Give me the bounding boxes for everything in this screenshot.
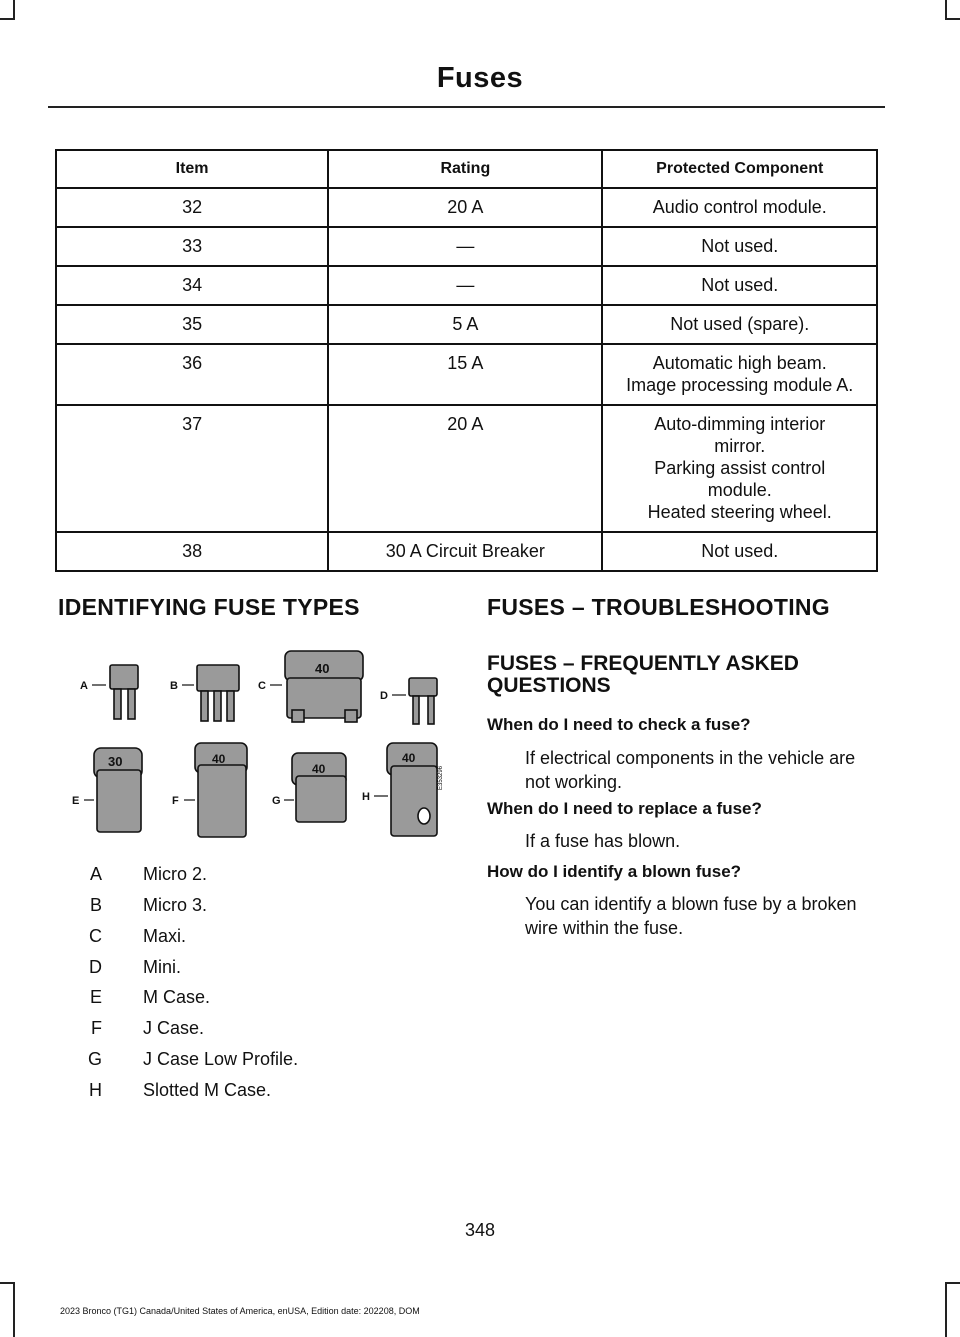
column-header-protected-component: Protected Component [602, 150, 877, 188]
fuse-type-letter: F [91, 1018, 102, 1038]
fuse-type-label: Mini. [143, 957, 182, 977]
fuse-type-label: Micro 2. [143, 864, 208, 884]
crop-mark [945, 18, 960, 20]
section-title-identifying-fuse-types: IDENTIFYING FUSE TYPES [58, 594, 360, 620]
fuse-marking: 30 [108, 754, 123, 769]
cell-component [602, 405, 877, 532]
component-line: Image processing module A. [626, 375, 854, 395]
footer-edition: 2023 Bronco (TG1) Canada/United States of America, enUSA, Edition date: 202208, DOM [60, 1306, 420, 1316]
fuse-marking: 40 [312, 762, 326, 776]
crop-mark [945, 1282, 960, 1284]
table-row [56, 227, 877, 266]
table-row [56, 532, 877, 571]
component-line: Not used. [701, 275, 779, 295]
crop-mark [13, 0, 15, 20]
component-line: Parking assist control module. [654, 458, 826, 500]
crop-mark [0, 18, 15, 20]
faq-question: When do I need to replace a fuse? [487, 799, 762, 818]
cell-item: 35 [56, 305, 328, 344]
fuse-type-row [58, 926, 418, 952]
cell-component [602, 344, 877, 405]
component-line: Heated steering wheel. [647, 502, 832, 522]
cell-item: 37 [56, 405, 328, 532]
crop-mark [945, 1282, 947, 1337]
page-number: 348 [464, 1220, 496, 1240]
faq-answer: If a fuse has blown. [525, 831, 681, 851]
crop-mark [13, 1282, 15, 1337]
component-line: Not used. [701, 236, 779, 256]
cell-rating: 5 A [328, 305, 602, 344]
fuse-type-row [58, 1080, 418, 1106]
fuse-marking: 40 [402, 751, 416, 765]
table-row [56, 305, 877, 344]
callout-g: G [272, 795, 281, 807]
cell-rating: 20 A [328, 188, 602, 227]
fuse-types-illustration [62, 640, 454, 848]
component-line: Auto-dimming interior mirror. [654, 414, 826, 456]
fuse-marking: 40 [315, 661, 330, 676]
faq-answer: If electrical components in the vehicle are not working. [525, 748, 856, 792]
callout-e: E [72, 795, 80, 807]
callout-c: C [258, 680, 266, 692]
fuse-type-label: Maxi. [143, 926, 187, 946]
figure-code: E353296 [438, 765, 444, 790]
cell-rating: — [328, 227, 602, 266]
component-line: Not used (spare). [670, 314, 810, 334]
cell-rating: 15 A [328, 344, 602, 405]
cell-component [602, 305, 877, 344]
table-row [56, 188, 877, 227]
fuse-type-letter: E [89, 987, 102, 1007]
cell-rating: 30 A Circuit Breaker [328, 532, 602, 571]
cell-item: 32 [56, 188, 328, 227]
fuse-type-row [58, 957, 418, 983]
fuse-table [55, 149, 878, 572]
fuse-type-row [58, 987, 418, 1013]
fuse-type-letter: C [89, 926, 102, 946]
page-title: Fuses [436, 62, 524, 94]
micro-2-fuse-icon [110, 665, 138, 719]
cell-item: 33 [56, 227, 328, 266]
crop-mark [0, 1282, 15, 1284]
fuse-type-label: M Case. [143, 987, 211, 1007]
fuse-type-label: Micro 3. [143, 895, 208, 915]
cell-item: 38 [56, 532, 328, 571]
cell-component [602, 532, 877, 571]
fuse-type-label: Slotted M Case. [143, 1080, 272, 1100]
cell-rating: 20 A [328, 405, 602, 532]
cell-item: 34 [56, 266, 328, 305]
callout-a: A [80, 680, 88, 692]
fuse-type-label: J Case. [143, 1018, 205, 1038]
column-header-item: Item [56, 150, 328, 188]
faq-answer: You can identify a blown fuse by a broken wire within the fuse. [525, 894, 857, 938]
callout-b: B [170, 680, 178, 692]
fuse-type-letter: H [89, 1080, 102, 1100]
column-header-rating: Rating [328, 150, 602, 188]
callout-h: H [362, 791, 370, 803]
callout-f: F [172, 795, 179, 807]
fuse-type-letter: D [89, 957, 102, 977]
fuse-type-row [58, 1018, 418, 1044]
crop-mark [945, 0, 947, 20]
fuse-type-row [58, 864, 418, 890]
faq-question: When do I need to check a fuse? [487, 715, 751, 734]
micro-3-fuse-icon [197, 665, 239, 721]
component-line: Not used. [701, 541, 779, 561]
component-line: Automatic high beam. [652, 353, 827, 373]
section-title-fuses-troubleshooting: FUSES – TROUBLESHOOTING [487, 594, 830, 620]
cell-rating: — [328, 266, 602, 305]
table-row [56, 344, 877, 405]
table-row [56, 405, 877, 532]
cell-component [602, 266, 877, 305]
faq-question: How do I identify a blown fuse? [487, 862, 742, 881]
table-row [56, 266, 877, 305]
mini-fuse-icon [409, 678, 437, 724]
component-line: Audio control module. [652, 197, 827, 217]
cell-component [602, 227, 877, 266]
header-rule [48, 106, 885, 108]
fuse-type-letter: B [89, 895, 102, 915]
faq-title: FUSES – FREQUENTLY ASKED QUESTIONS [487, 652, 799, 697]
callout-d: D [380, 690, 388, 702]
cell-component [602, 188, 877, 227]
cell-item: 36 [56, 344, 328, 405]
fuse-type-letter: G [87, 1049, 102, 1069]
fuse-type-letter: A [89, 864, 102, 884]
fuse-marking: 40 [212, 752, 226, 766]
table-header-row [56, 150, 877, 188]
fuse-type-row [58, 895, 418, 921]
fuse-type-row [58, 1049, 418, 1075]
fuse-type-label: J Case Low Profile. [143, 1049, 299, 1069]
